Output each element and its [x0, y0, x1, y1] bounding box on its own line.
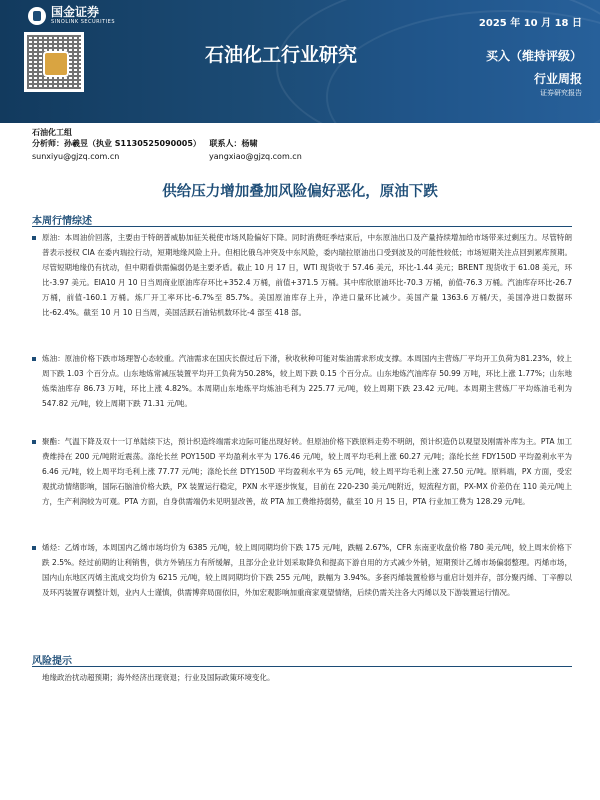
paragraph-text: 聚酯：气温下降及双十一订单陆续下达，预计织造终端需求边际可能出现好转。但原油价格下跌原料走势不明朗，预计织造仍以观望及刚需补库为主。PTA 加工费维持在 200 元/吨附近震荡。涤纶长丝 POY150D 平均盈利水平为 176.46 元/吨，较上周平均毛利上涨 60.27 元/吨；涤纶长丝 FDY150D 平均盈利水平为 6.46 元/吨，较上周平均毛利上涨 77.77 元/吨；涤纶长丝 DTY150D 平均盈利水平为 65 元/吨，较上周平均毛利上涨 27.50 元/吨。原料端，PX 方面，受宏观扰动情绪影响，国际石脑油价格大跌，PX 装置运行稳定，PXN 水平逐步恢复，目前在 220-230 美元/吨附近，短流程方面，PX-MX 价差仍在 110 美元/吨上方，生产利润较为可观。PTA 方面，自身供需端仍未见明显改善，故 PTA 加工费维持弱势，截至 10 月 15 日，PTA 行业加工费为 128.29 元/吨。 [42, 437, 572, 506]
paragraph-refining [32, 351, 572, 411]
section-divider [32, 666, 572, 667]
paragraph-polyester [32, 434, 572, 509]
report-kind: 行业周报 [533, 72, 582, 86]
bullet-square-icon [32, 357, 36, 361]
qr-code-icon [24, 32, 84, 92]
paragraph-text: 炼油：原油价格下跌市场理智心态较重。汽油需求在国庆长假过后下滑，秋收秋种可能对柴油需求形成支撑。本周国内主营炼厂平均开工负荷为81.23%，较上周下跌 1.03 个百分点。山东地炼常减压装置平均开工负荷为50.28%，较上周下跌 0.15 个百分点。山东地炼汽油库存 50.99 万吨，环比上涨 1.77%；山东地炼柴油库存 86.73 万吨，环比上涨 4.82%。本周期山东地炼平均炼油毛利为 225.77 元/吨，较上周期下跌 23.42 元/吨。本周期主营炼厂平均炼油毛利为 547.82 元/吨，较上周期下跌 71.31 元/吨。 [42, 354, 572, 408]
headline: 供给压力增加叠加风险偏好恶化，原油下跌 [162, 184, 438, 200]
bullet-square-icon [32, 236, 36, 240]
brand-logo [28, 6, 115, 26]
report-header [0, 0, 600, 123]
research-group: 石油化工组 [32, 128, 72, 137]
bullet-square-icon [32, 546, 36, 550]
contact-label: 联系人： [209, 139, 242, 148]
paragraph-text: 烯烃：乙烯市场，本周国内乙烯市场均价为 6385 元/吨，较上周同期均价下跌 175 元/吨，跌幅 2.67%，CFR 东南亚收盘价格 780 美元/吨，较上周末价格下跌 2.5%。经过前期的让利销售，供方外销压力有所缓解，且部分企业计划采取降负和提高下游自用的方式减少外销，短期预计乙烯市场偏弱整理。丙烯市场，国内山东地区丙烯主流成交均价为 6215 元/吨，较上周同期均价下跌 255 元/吨，跌幅为 3.94%。多套丙烯装置检修与重启计划并存，部分聚丙烯、丁辛醇以及环丙装置存调整计划，业内人士谨慎，供需博弈局面依旧，外加宏观影响加重商家观望情绪，后续仍需关注各大丙烯以及下游装置运行情况。 [42, 543, 572, 597]
section-title-risk: 风险提示 [32, 656, 72, 667]
contact-name: 杨啸 [241, 139, 258, 148]
report-subtype: 证券研究报告 [540, 89, 582, 97]
brand-name-en: SINOLINK SECURITIES [51, 19, 115, 25]
paragraph-crude-oil [32, 230, 572, 320]
report-date: 2025 年 10 月 18 日 [478, 18, 582, 29]
analyst-name: 孙羲昱（执业 S1130525090005） [64, 139, 201, 148]
section-title-review: 本周行情综述 [32, 216, 92, 227]
author-info [32, 127, 257, 149]
analyst-email[interactable]: sunxiyu@gjzq.com.cn [32, 152, 120, 161]
report-title: 石油化工行业研究 [205, 44, 358, 66]
paragraph-text: 原油：本周油价回落，主要由于特朗普威胁加征关税使市场风险偏好下降。同时消费旺季结束后，中东原油出口及产量持续增加给市场带来过剩压力。尽管特朗普表示授权 CIA 在委内瑞拉行动，短期地缘风险上升。但相比俄乌冲突及中东风险，委内瑞拉原油出口受到波及的可能性较低；市场短期关注点回到累库预期。尽管短期地缘仍有扰动，但中期看供需偏弱仍是主要矛盾。截止 10 月 17 日，WTI 现货收于 57.46 美元，环比-1.44 美元；BRENT 现货收于 61.08 美元，环比-3.97 美元。EIA10 月 10 日当周商业原油库存环比+352.4 万桶，前值+371.5 万桶。其中库欣原油环比-70.3 万桶，前值-76.3 万桶。汽油库存环比-26.7 万桶，前值-160.1 万桶。炼厂开工率环比-6.7%至 85.7%。美国原油库存上升，净进口量环比减少。美国产量 1363.6 万桶/天，美国净进口数据环比-62.4%。截至 10 月 10 日当周，美国活跃石油钻机数环比-4 部至 418 部。 [42, 233, 572, 317]
brand-name-cn: 国金证券 [51, 5, 100, 19]
bullet-square-icon [32, 440, 36, 444]
section-divider [32, 226, 572, 227]
paragraph-olefins [32, 540, 572, 600]
sinolink-logo-icon [28, 7, 46, 25]
analyst-label: 分析师： [32, 139, 64, 148]
risk-text: 地缘政治扰动超预期；海外经济出现衰退；行业及国际政策环境变化。 [42, 673, 275, 682]
contact-email[interactable]: yangxiao@gjzq.com.cn [209, 152, 302, 161]
rating-label: 买入（维持评级） [485, 49, 582, 63]
